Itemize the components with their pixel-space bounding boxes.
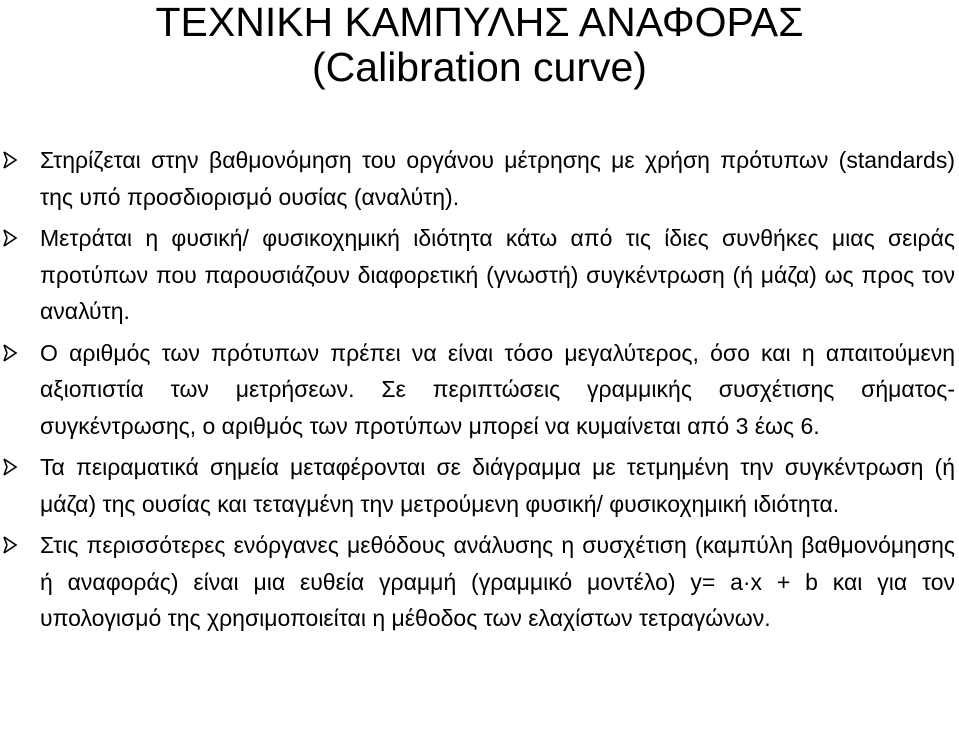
slide-title [0,0,959,90]
bullet-item [0,527,959,637]
bullet-text: Τα πειραματικά σημεία μεταφέρονται σε διάγραμμα με τετμημένη την συγκέντρωση (ή μάζα) της ουσίας και τεταγμένη την μετρούμενη φυσική/ φυσικοχημική ιδιότητα. [40,454,955,517]
bullet-text: Στηρίζεται στην βαθμονόμηση του οργάνου μέτρησης με χρήση πρότυπων (standards) της υπό προσδιορισμό ουσίας (αναλύτη). [40,147,955,210]
bullet-text: Ο αριθμός των πρότυπων πρέπει να είναι τόσο μεγαλύτερος, όσο και η απαιτούμενη αξιοπιστία των μετρήσεων. Σε περιπτώσεις γραμμικής συσχέτισης σήματος- συγκέντρωσης, ο αριθμός των προτύπων μπορεί να κυμαίνεται από 3 έως 6. [40,339,955,439]
bullet-item [0,220,959,330]
bullet-item [0,449,959,522]
bullet-item [0,142,959,215]
arrowhead-bullet-icon [2,458,18,476]
bullet-text: Μετράται η φυσική/ φυσικοχημική ιδιότητα κάτω από τις ίδιες συνθήκες μιας σειράς προτύπων που παρουσιάζουν διαφορετική (γνωστή) συγκέντρωση (ή μάζα) ως προς τον αναλύτη. [40,225,955,324]
title-line-2: (Calibration curve) [312,44,647,90]
bullet-list [0,142,959,642]
arrowhead-bullet-icon [2,344,18,362]
arrowhead-bullet-icon [2,229,18,247]
bullet-item [0,335,959,445]
arrowhead-bullet-icon [2,151,18,169]
title-line-1: ΤΕΧΝΙΚΗ ΚΑΜΠΥΛΗΣ ΑΝΑΦΟΡΑΣ [155,0,804,45]
arrowhead-bullet-icon [2,536,18,554]
bullet-text: Στις περισσότερες ενόργανες μεθόδους ανάλυσης η συσχέτιση (καμπύλη βαθμονόμησης ή αναφοράς) είναι μια ευθεία γραμμή (γραμμικό μοντέλο) y= a·x + b και για τον υπολογισμό της χρησιμοποιείται η μέθοδος των ελαχίστων τετραγώνων. [40,532,955,631]
